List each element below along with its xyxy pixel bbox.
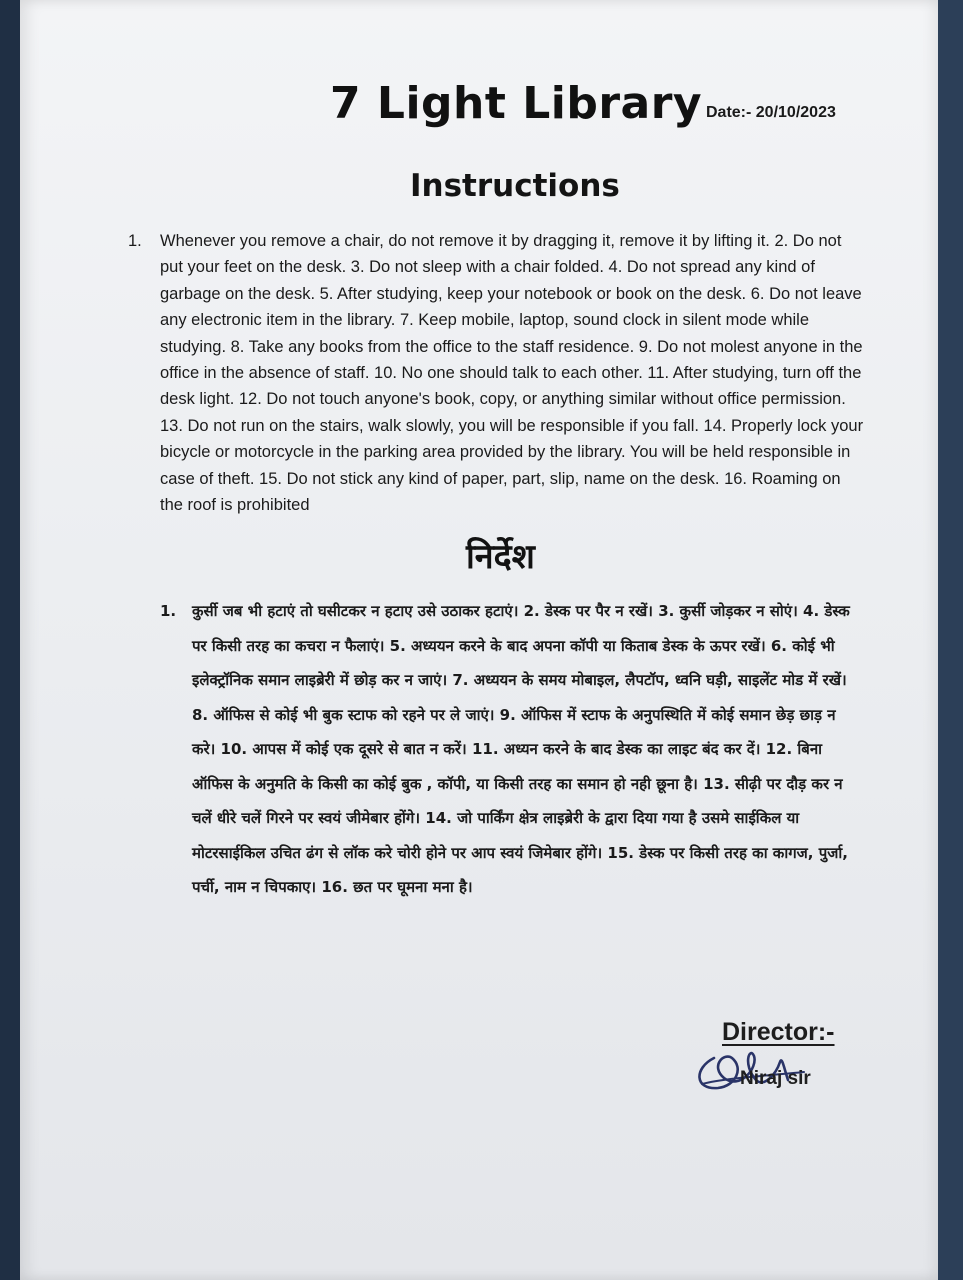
notice-paper <box>20 0 938 1280</box>
director-name: Niraj sir <box>740 1068 811 1089</box>
english-instruction-item <box>128 228 868 518</box>
director-label: Director:- <box>722 1018 835 1046</box>
notice-board-right-edge <box>937 0 963 1280</box>
english-instructions <box>128 228 868 518</box>
english-instructions-text: Whenever you remove a chair, do not remove it by dragging it, remove it by lifting it. 2. Do not put your feet on the desk. 3. Do not sleep with a chair folded. 4. Do not spread any kind of garbage on the desk. 5. After studying, keep your notebook or book on the desk. 6. Do not leave any electronic item in the library. 7. Keep mobile, laptop, sound clock in silent mode while studying. 8. Take any books from the office to the staff residence. 9. Do not molest anyone in the office in the absence of staff. 10. No one should talk to each other. 11. After studying, turn off the desk light. 12. Do not touch anyone's book, copy, or anything similar without office permission. 13. Do not run on the stairs, walk slowly, you will be responsible if you fall. 14. Properly lock your bicycle or motorcycle in the parking area provided by the library. You will be held responsible in case of theft. 15. Do not stick any kind of paper, part, slip, name on the desk. 16. Roaming on the roof is prohibited <box>160 232 864 515</box>
library-title: 7 Light Library <box>330 78 703 129</box>
notice-date: Date:- 20/10/2023 <box>706 104 836 121</box>
hindi-instruction-item <box>160 594 860 905</box>
hindi-item-number: 1. <box>160 602 177 620</box>
hindi-instructions-text: कुर्सी जब भी हटाएं तो घसीटकर न हटाए उसे उठाकर हटाएं। 2. डेस्क पर पैर न रखें। 3. कुर्सी जोड़कर न सोएं। 4. डेस्क पर किसी तरह का कचरा न फैलाएं। 5. अध्ययन करने के बाद अपना कॉपी या किताब डेस्क के ऊपर रखें। 6. कोई भी इलेक्ट्रॉनिक समान लाइब्रेरी में छोड़ कर न जाएं। 7. अध्ययन के समय मोबाइल, लैपटॉप, ध्वनि घड़ी, साइलेंट मोड में रखें। 8. ऑफिस से कोई भी बुक स्टाफ को रहने पर ले जाएं। 9. ऑफिस में स्टाफ के अनुपस्थिति में कोई समान छेड़ छाड़ न करे। 10. आपस में कोई एक दूसरे से बात न करें। 11. अध्यन करने के बाद डेस्क का लाइट बंद कर दें। 12. बिना ऑफिस के अनुमति के किसी का कोई बुक , कॉपी, या किसी तरह का समान हो नही छूना है। 13. सीढ़ी पर दौड़ कर न चलें धीरे चलें गिरने पर स्वयं जीमेबार होंगे। 14. जो पार्किंग क्षेत्र लाइब्रेरी के द्वारा दिया गया है उसमे साईकिल या मोटरसाईकिल उचित ढंग से लॉक करे चोरी होने पर आप स्वयं जिमेबार होंगे। 15. डेस्क पर किसी तरह का कागज, पुर्जा, पर्ची, नाम न चिपकाए। 16. छत पर घूमना मना है। <box>192 602 850 896</box>
instructions-heading: Instructions <box>410 168 620 204</box>
english-item-number: 1. <box>128 232 142 250</box>
nirdesh-heading: निर्देश <box>466 537 535 577</box>
hindi-instructions <box>160 594 860 905</box>
